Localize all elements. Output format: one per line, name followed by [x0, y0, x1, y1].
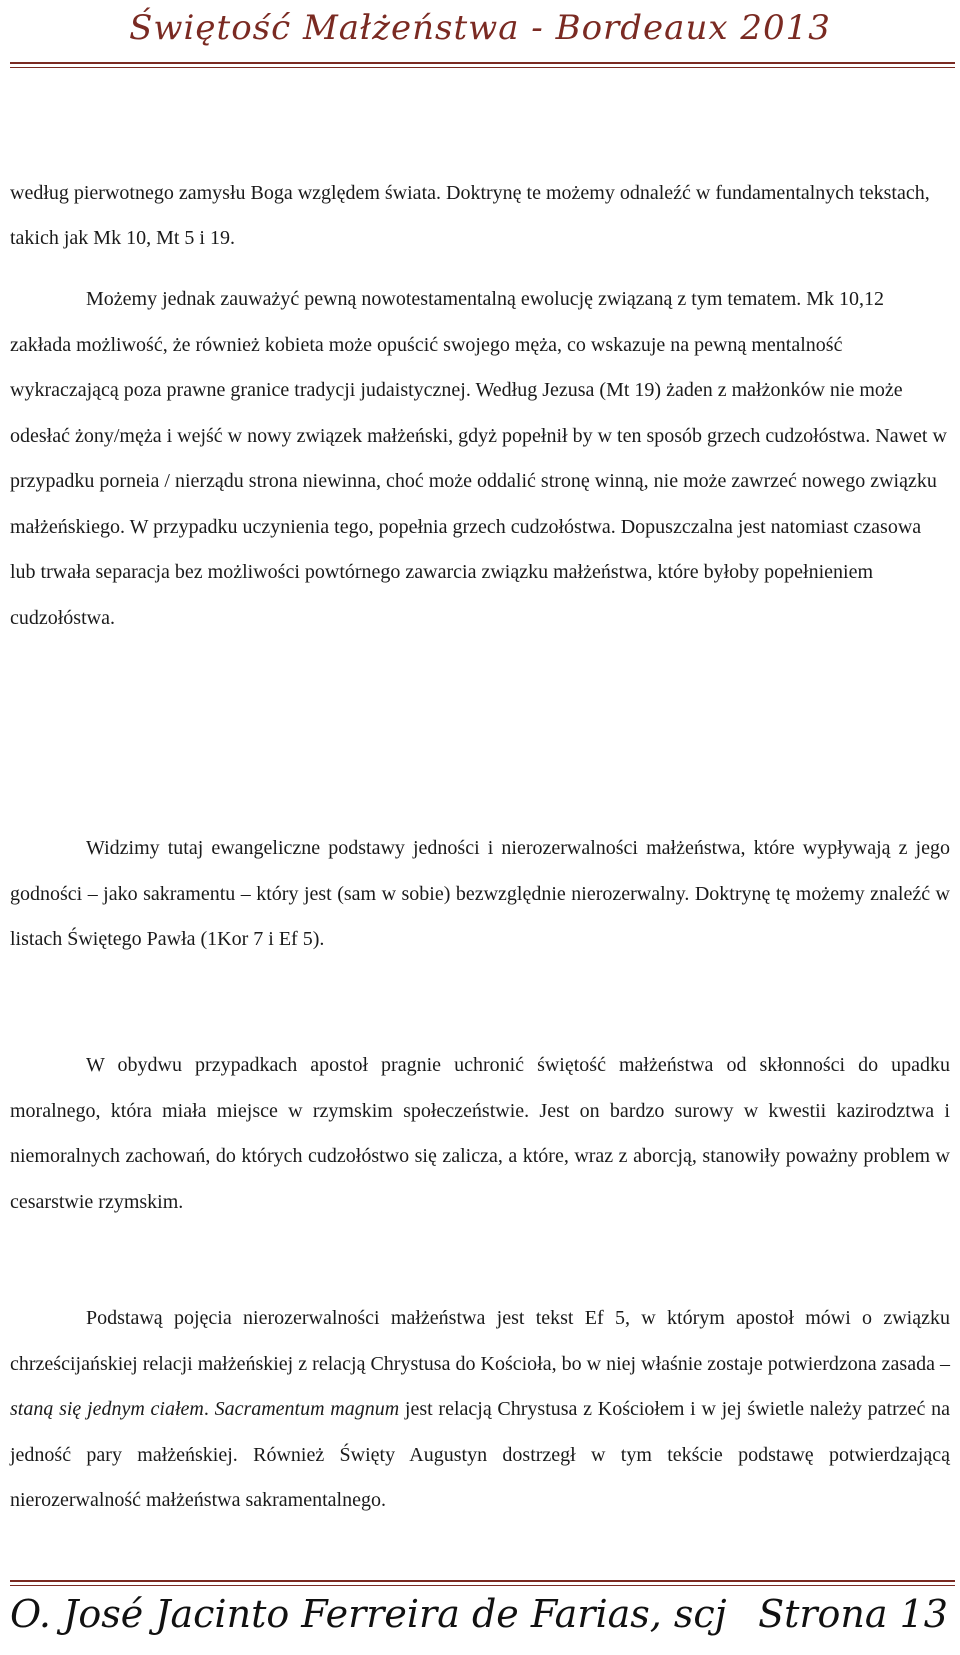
paragraph-5 [10, 1296, 950, 1524]
paragraph-5-text-start: Podstawą pojęcia nierozerwalności małżeństwa jest tekst Ef 5, w którym apostoł mówi o związku chrześcijańskiej relacji małżeńskiej z relacją Chrystusa do Kościoła, bo w niej właśnie zostaje potwierdzona zasada – [10, 1307, 950, 1375]
footer-author: O. José Jacinto Ferreira de Farias, scj [10, 1592, 727, 1636]
paragraph-5-text-end: jest relacją Chrystusa z Kościołem i w jej świetle należy patrzeć na jedność pary małżeńskiej. Również Święty Augustyn dostrzegł w tym tekście podstawę potwierdzającą nierozerwalność małżeństwa sakramentalnego. [10, 1398, 950, 1511]
footer-rule [10, 1580, 955, 1582]
header-rule-thin [10, 67, 955, 68]
paragraph-5-text-mid: . [203, 1398, 215, 1420]
page-header-title: Świętość Małżeństwa - Bordeaux 2013 [129, 8, 831, 48]
paragraph-3: Widzimy tutaj ewangeliczne podstawy jedności i nierozerwalności małżeństwa, które wypływają z jego godności – jako sakramentu – który jest (sam w sobie) bezwzględnie nierozerwalny. Doktrynę tę możemy znaleźć w listach Świętego Pawła (1Kor 7 i Ef 5). [10, 837, 950, 950]
paragraph-1: według pierwotnego zamysłu Boga względem świata. Doktrynę te możemy odnaleźć w fundamentalnych tekstach, takich jak Mk 10, Mt 5 i 19. [10, 182, 930, 249]
paragraph-4: W obydwu przypadkach apostoł pragnie uchronić świętość małżeństwa od skłonności do upadku moralnego, która miała miejsce w rzymskim społeczeństwie. Jest on bardzo surowy w kwestii kazirodztwa i niemoralnych zachowań, do których cudzołóstwo się zalicza, a które, wraz z aborcją, stanowiły poważny problem w cesarstwie rzymskim. [10, 1054, 950, 1213]
footer-page-number: Strona 13 [758, 1592, 948, 1636]
footer-rule-thin [10, 1585, 955, 1586]
paragraph-5-quote: staną się jednym ciałem [10, 1398, 204, 1420]
paragraph-2: Możemy jednak zauważyć pewną nowotestamentalną ewolucję związaną z tym tematem. Mk 10,12 zakłada możliwość, że również kobieta może opuścić swojego męża, co wskazuje na pewną mentalność wykraczającą poza prawne granice tradycji judaistycznej. Według Jezusa (Mt 19) żaden z małżonków nie może odesłać żony/męża i wejść w nowy związek małżeński, gdyż popełnił by w ten sposób grzech cudzołóstwa. Nawet w przypadku porneia / nierządu strona niewinna, choć może oddalić stronę winną, nie może zawrzeć nowego związku małżeńskiego. W przypadku uczynienia tego, popełnia grzech cudzołóstwa. Dopuszczalna jest natomiast czasowa lub trwała separacja bez możliwości powtórnego zawarcia związku małżeństwa, które byłoby popełnieniem cudzołóstwa. [10, 288, 947, 629]
paragraph-5-latin-term: Sacramentum magnum [214, 1398, 400, 1420]
header-rule [10, 62, 955, 64]
